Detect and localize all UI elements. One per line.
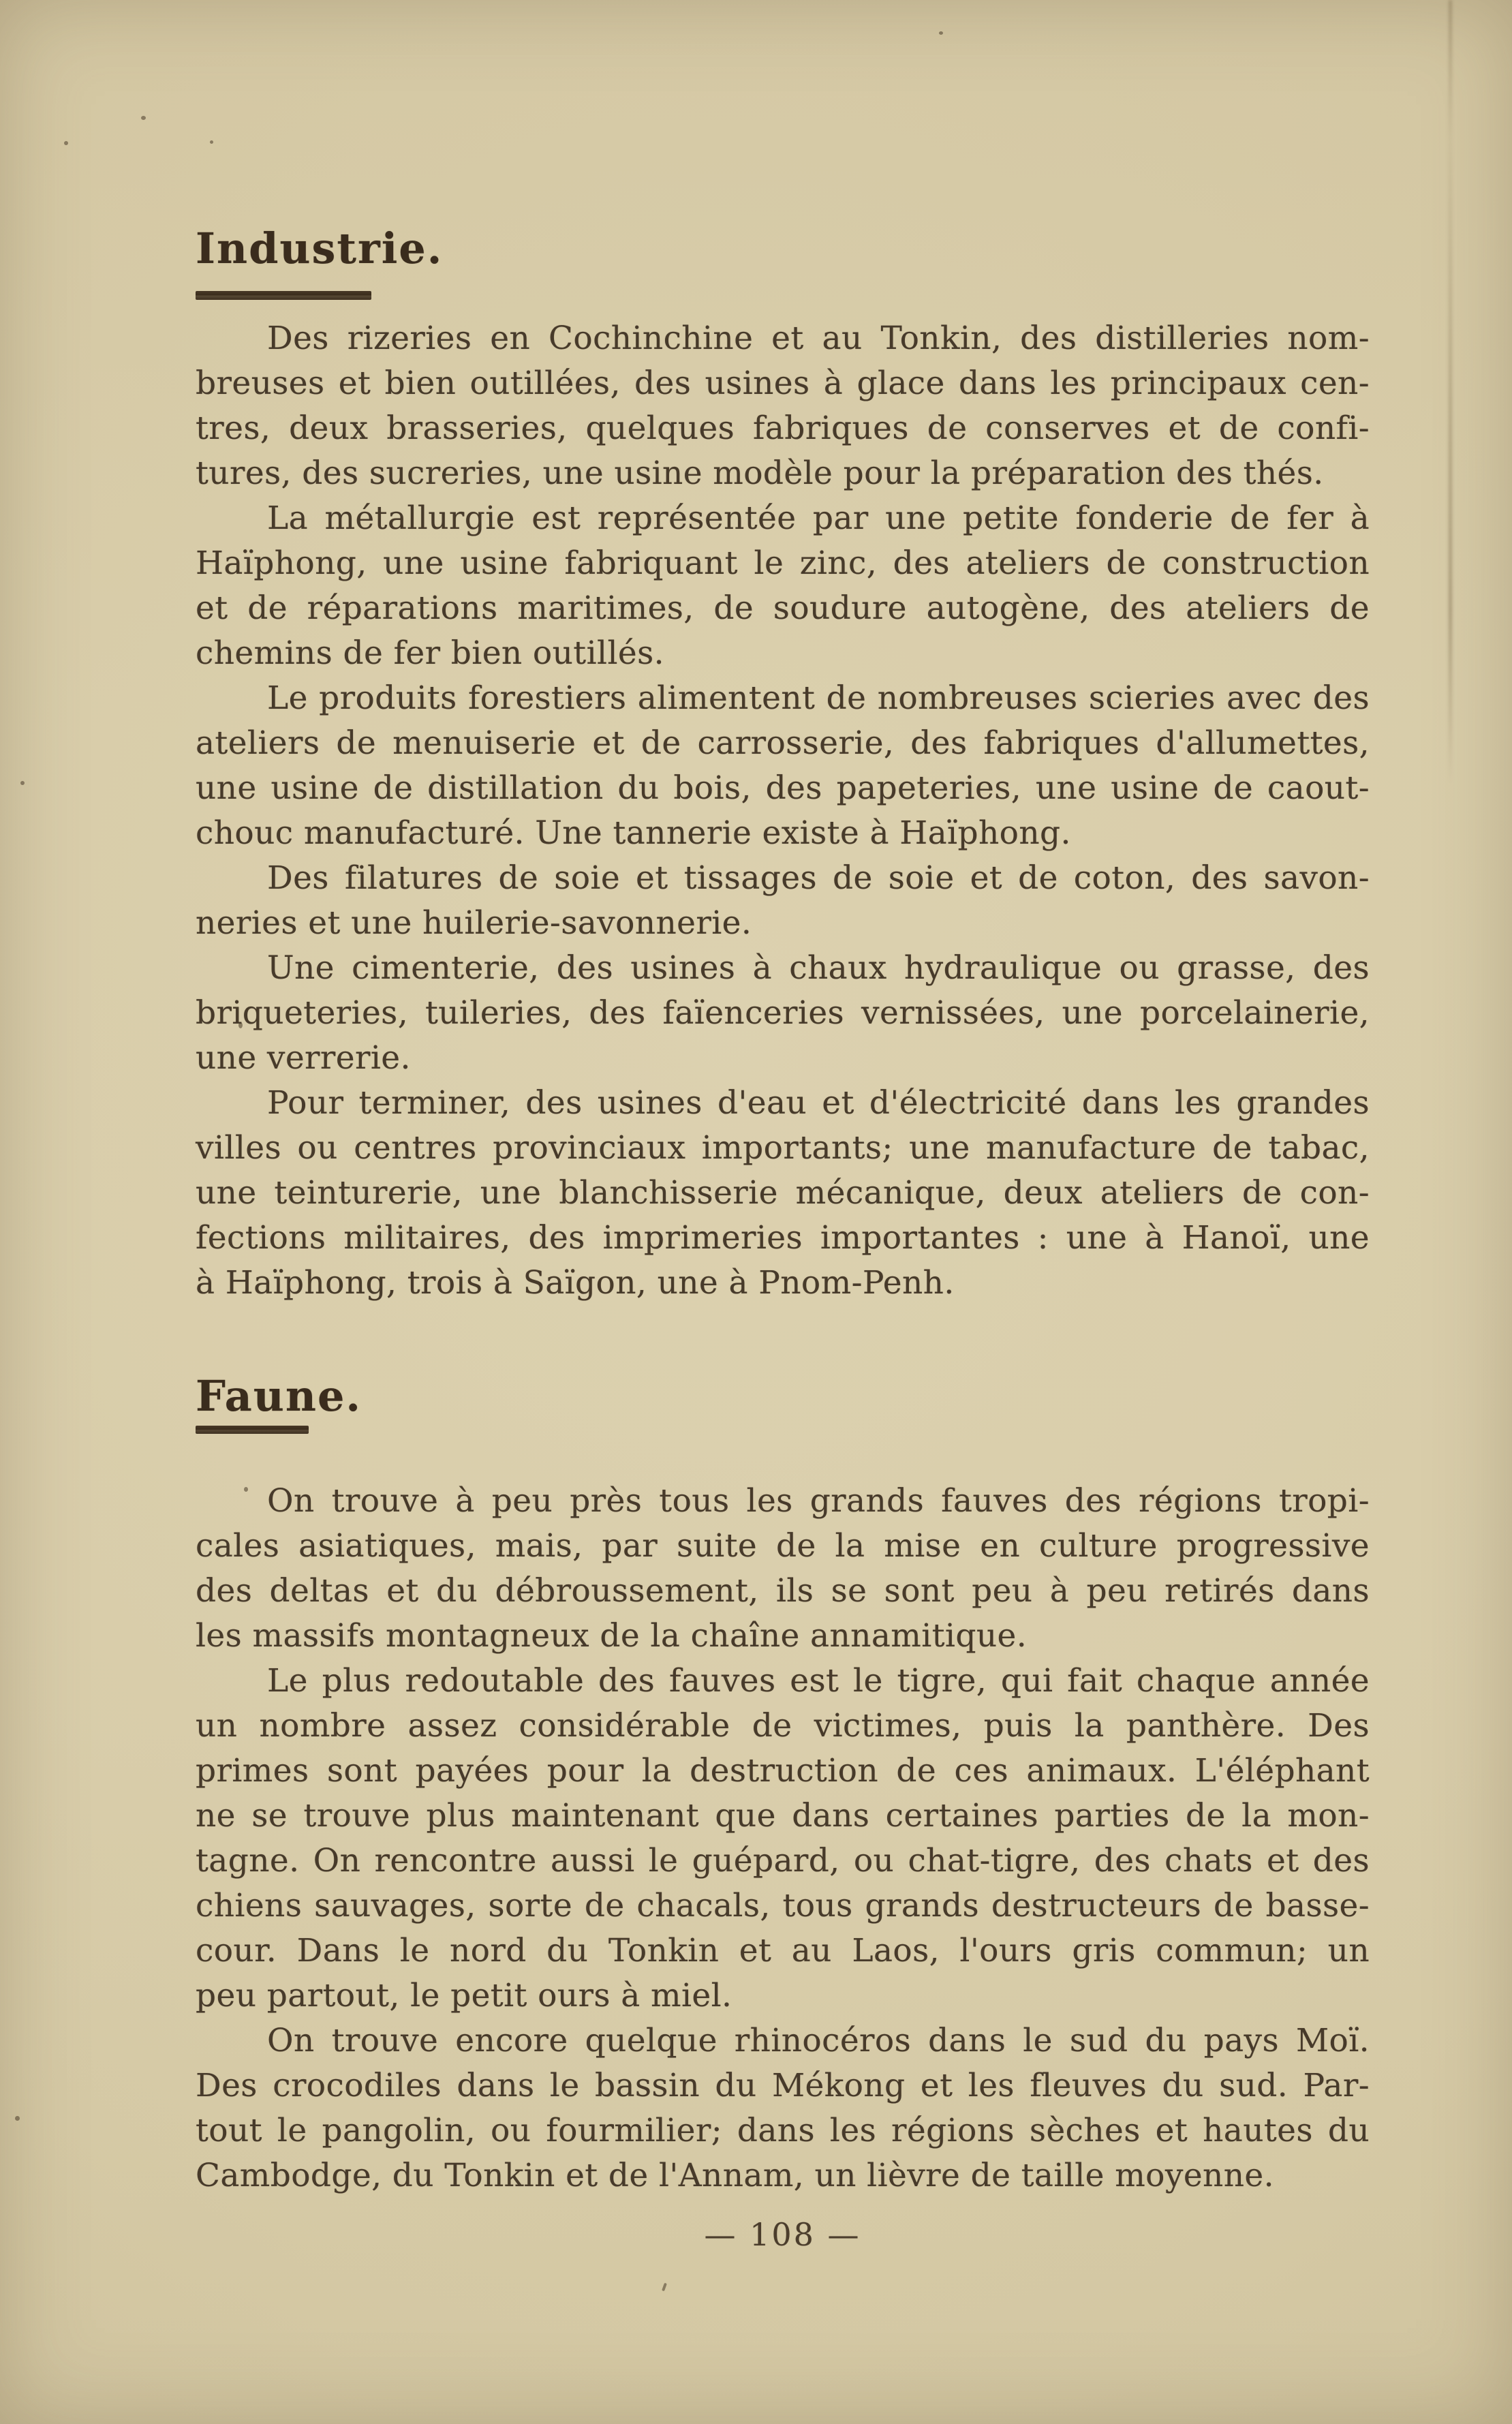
text-line: Cambodge, du Tonkin et de l'Annam, un lièvre de taille moyenne. bbox=[196, 2157, 1274, 2194]
section-body bbox=[196, 316, 1370, 1306]
paragraph bbox=[196, 1659, 1370, 2019]
text-line: Pour terminer, des usines d'eau et d'électricité dans les grandes bbox=[267, 1084, 1370, 1122]
scan-crease bbox=[1449, 0, 1452, 784]
text-line: à Haïphong, trois à Saïgon, une à Pnom-Penh. bbox=[196, 1264, 955, 1302]
text-line: neries et une huilerie-savonnerie. bbox=[196, 904, 752, 942]
scan-speck bbox=[20, 781, 25, 785]
text-line: villes ou centres provinciaux importants; une manufacture de tabac, bbox=[196, 1129, 1370, 1167]
text-line: des deltas et du débroussement, ils se sont peu à peu retirés dans bbox=[196, 1572, 1370, 1610]
text-line: Des crocodiles dans le bassin du Mékong et les fleuves du sud. Par- bbox=[196, 2067, 1370, 2104]
page-number: — 108 — bbox=[704, 2216, 861, 2253]
text-line: chemins de fer bien outillés. bbox=[196, 634, 664, 672]
text-line: tagne. On rencontre aussi le guépard, ou chat-tigre, des chats et des bbox=[196, 1842, 1370, 1880]
page-content bbox=[196, 0, 1370, 2198]
scan-speck bbox=[662, 2283, 667, 2292]
text-line: Des filatures de soie et tissages de soie et de coton, des savon- bbox=[267, 859, 1370, 897]
text-line: un nombre assez considérable de victimes, puis la panthère. Des bbox=[196, 1707, 1370, 1745]
text-line: Des rizeries en Cochinchine et au Tonkin, des distilleries nom- bbox=[267, 320, 1370, 357]
heading-underline bbox=[196, 1426, 309, 1434]
paragraph bbox=[196, 856, 1370, 946]
text-line: tures, des sucreries, une usine modèle pour la préparation des thés. bbox=[196, 455, 1324, 492]
text-line: Le plus redoutable des fauves est le tigre, qui fait chaque année bbox=[267, 1662, 1370, 1700]
section-heading-industrie: Industrie. bbox=[196, 224, 444, 273]
text-line: On trouve à peu près tous les grands fauves des régions tropi- bbox=[267, 1482, 1370, 1520]
text-line: tout le pangolin, ou fourmilier; dans les régions sèches et hautes du bbox=[196, 2112, 1370, 2149]
text-line: tres, deux brasseries, quelques fabriques de conserves et de confi- bbox=[196, 410, 1370, 447]
text-line: La métallurgie est représentée par une petite fonderie de fer à bbox=[267, 500, 1370, 537]
text-line: On trouve encore quelque rhinocéros dans le sud du pays Moï. bbox=[267, 2022, 1370, 2059]
text-line: cales asiatiques, mais, par suite de la mise en culture progressive bbox=[196, 1527, 1370, 1565]
text-line: une usine de distillation du bois, des papeteries, une usine de caout- bbox=[196, 769, 1370, 807]
paragraph bbox=[196, 676, 1370, 856]
section-industrie bbox=[196, 224, 1370, 1306]
text-line: Le produits forestiers alimentent de nombreuses scieries avec des bbox=[267, 679, 1370, 717]
text-line: et de réparations maritimes, de soudure autogène, des ateliers de bbox=[196, 589, 1370, 627]
scan-speck bbox=[15, 2116, 20, 2121]
scan-speck bbox=[64, 141, 68, 145]
text-line: briqueteries, tuileries, des faïenceries vernissées, une porcelainerie, bbox=[196, 994, 1370, 1032]
text-line: une verrerie. bbox=[196, 1039, 411, 1077]
text-line: chiens sauvages, sorte de chacals, tous grands destructeurs de basse- bbox=[196, 1887, 1370, 1924]
paragraph bbox=[196, 946, 1370, 1081]
text-line: ne se trouve plus maintenant que dans certaines parties de la mon- bbox=[196, 1797, 1370, 1835]
heading-underline bbox=[196, 291, 371, 300]
text-line: une teinturerie, une blanchisserie mécanique, deux ateliers de con- bbox=[196, 1174, 1370, 1212]
text-line: chouc manufacturé. Une tannerie existe à Haïphong. bbox=[196, 814, 1071, 852]
paragraph bbox=[196, 316, 1370, 496]
scan-speck bbox=[141, 116, 146, 120]
text-line: fections militaires, des imprimeries importantes : une à Hanoï, une bbox=[196, 1219, 1370, 1257]
text-line: peu partout, le petit ours à miel. bbox=[196, 1977, 732, 2014]
text-line: breuses et bien outillées, des usines à glace dans les principaux cen- bbox=[196, 365, 1370, 402]
section-heading-faune: Faune. bbox=[196, 1371, 362, 1421]
paragraph bbox=[196, 1081, 1370, 1306]
text-line: cour. Dans le nord du Tonkin et au Laos, l'ours gris commun; un bbox=[196, 1932, 1370, 1969]
paragraph bbox=[196, 496, 1370, 676]
text-line: les massifs montagneux de la chaîne annamitique. bbox=[196, 1617, 1028, 1655]
section-faune bbox=[196, 1371, 1370, 2198]
paragraph bbox=[196, 2019, 1370, 2198]
section-body bbox=[196, 1479, 1370, 2198]
text-line: ateliers de menuiserie et de carrosserie, des fabriques d'allumettes, bbox=[196, 724, 1370, 762]
text-line: Une cimenterie, des usines à chaux hydraulique ou grasse, des bbox=[267, 949, 1370, 987]
paragraph bbox=[196, 1479, 1370, 1659]
text-line: Haïphong, une usine fabriquant le zinc, des ateliers de construction bbox=[196, 544, 1370, 582]
text-line: primes sont payées pour la destruction de ces animaux. L'éléphant bbox=[196, 1752, 1370, 1790]
